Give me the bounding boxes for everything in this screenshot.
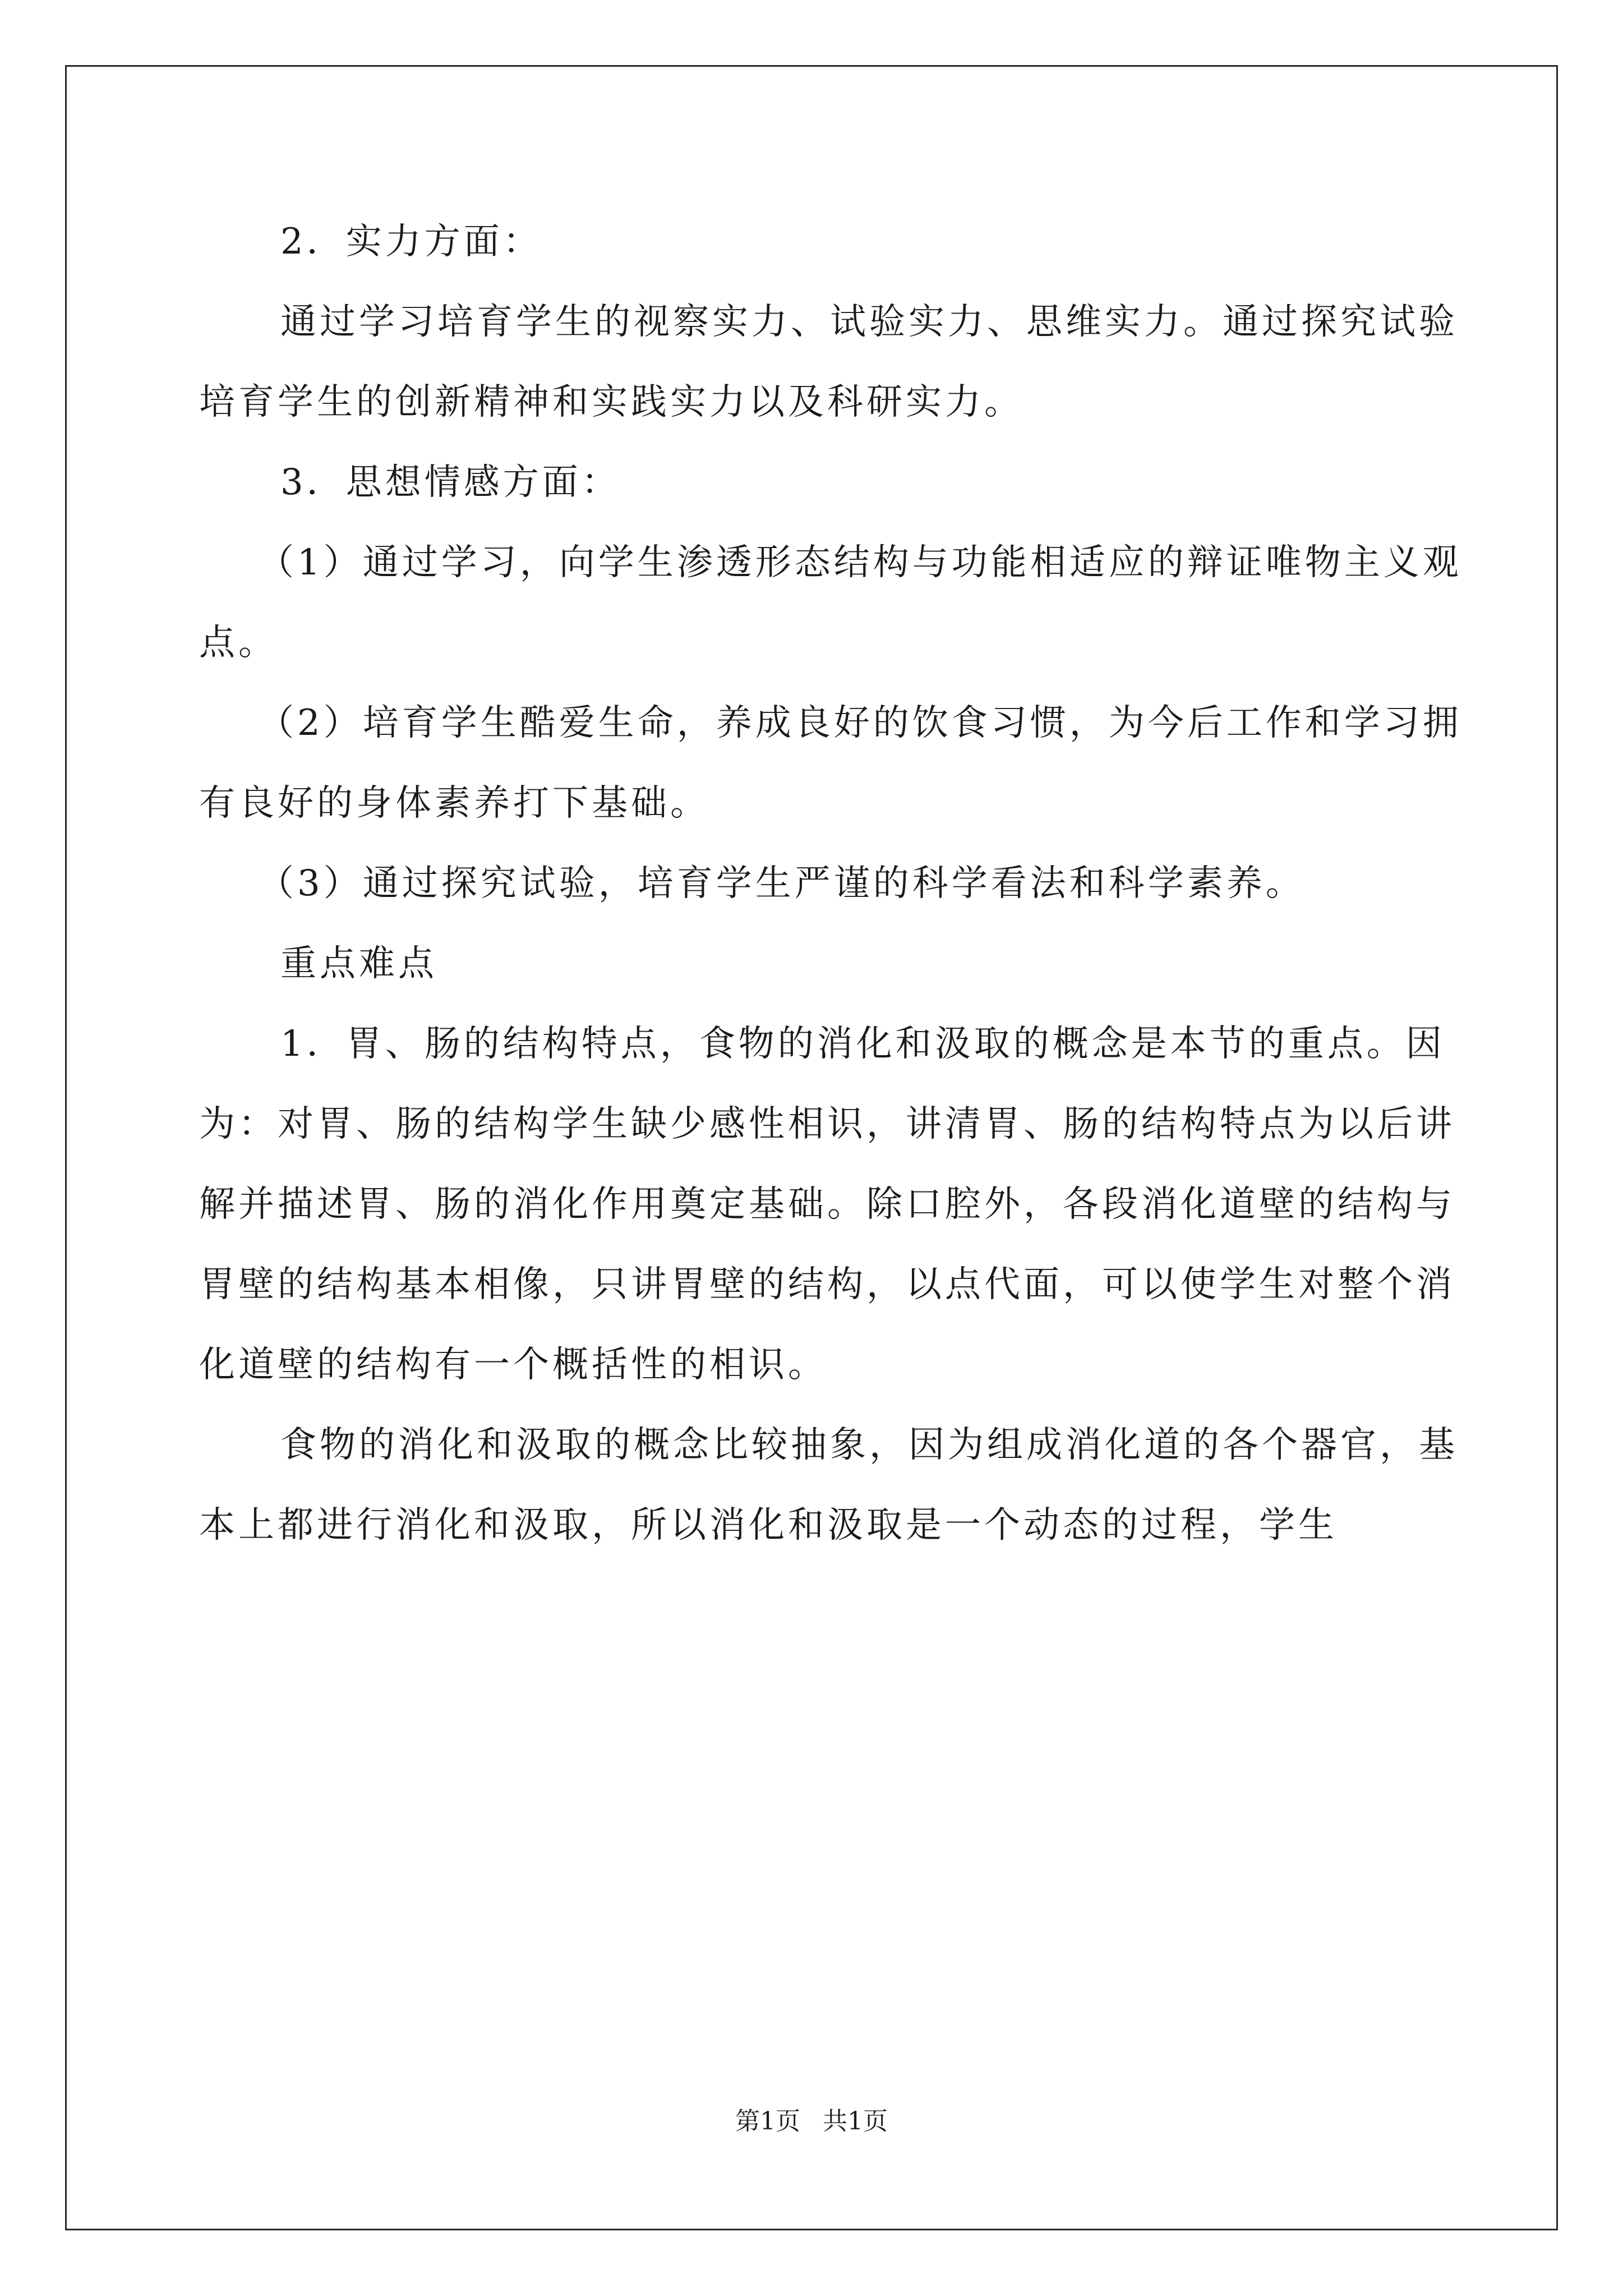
heading-ability: 2．实力方面： [280, 221, 542, 263]
paragraph-emotion-3: （3）通过探究试验，培育学生严谨的科学看法和科学素养。 [258, 863, 1305, 904]
paragraph-emotion-1: （1）通过学习，向学生渗透形态结构与功能相适应的辩证唯物主义观点。 [199, 542, 1462, 664]
paragraph-digestion-concept: 食物的消化和汲取的概念比较抽象，因为组成消化道的各个器官，基本上都进行消化和汲取，所以消化和汲取是一个动态的过程，学生 [199, 1424, 1458, 1546]
page-footer [0, 2101, 1623, 2137]
page-number: 第1页 [735, 2107, 800, 2136]
heading-emotion: 3．思想情感方面： [280, 462, 621, 503]
paragraph-ability-body: 通过学习培育学生的视察实力、试验实力、思维实力。通过探究试验培育学生的创新精神和实践实力以及科研实力。 [199, 301, 1458, 423]
page-total: 共1页 [823, 2107, 888, 2136]
document-body [199, 202, 1475, 1566]
paragraph-key-point-1: 1．胃、肠的结构特点，食物的消化和汲取的概念是本节的重点。因为：对胃、肠的结构学生缺少感性相识，讲清胃、肠的结构特点为以后讲解并描述胃、肠的消化作用奠定基础。除口腔外，各段消化道壁的结构与胃壁的结构基本相像，只讲胃壁的结构，以点代面，可以使学生对整个消化道壁的结构有一个概括性的相识。 [199, 1023, 1455, 1386]
paragraph-emotion-2: （2）培育学生酷爱生命，养成良好的饮食习惯，为今后工作和学习拥有良好的身体素养打下基础。 [199, 702, 1462, 824]
heading-key-points: 重点难点 [280, 943, 437, 984]
